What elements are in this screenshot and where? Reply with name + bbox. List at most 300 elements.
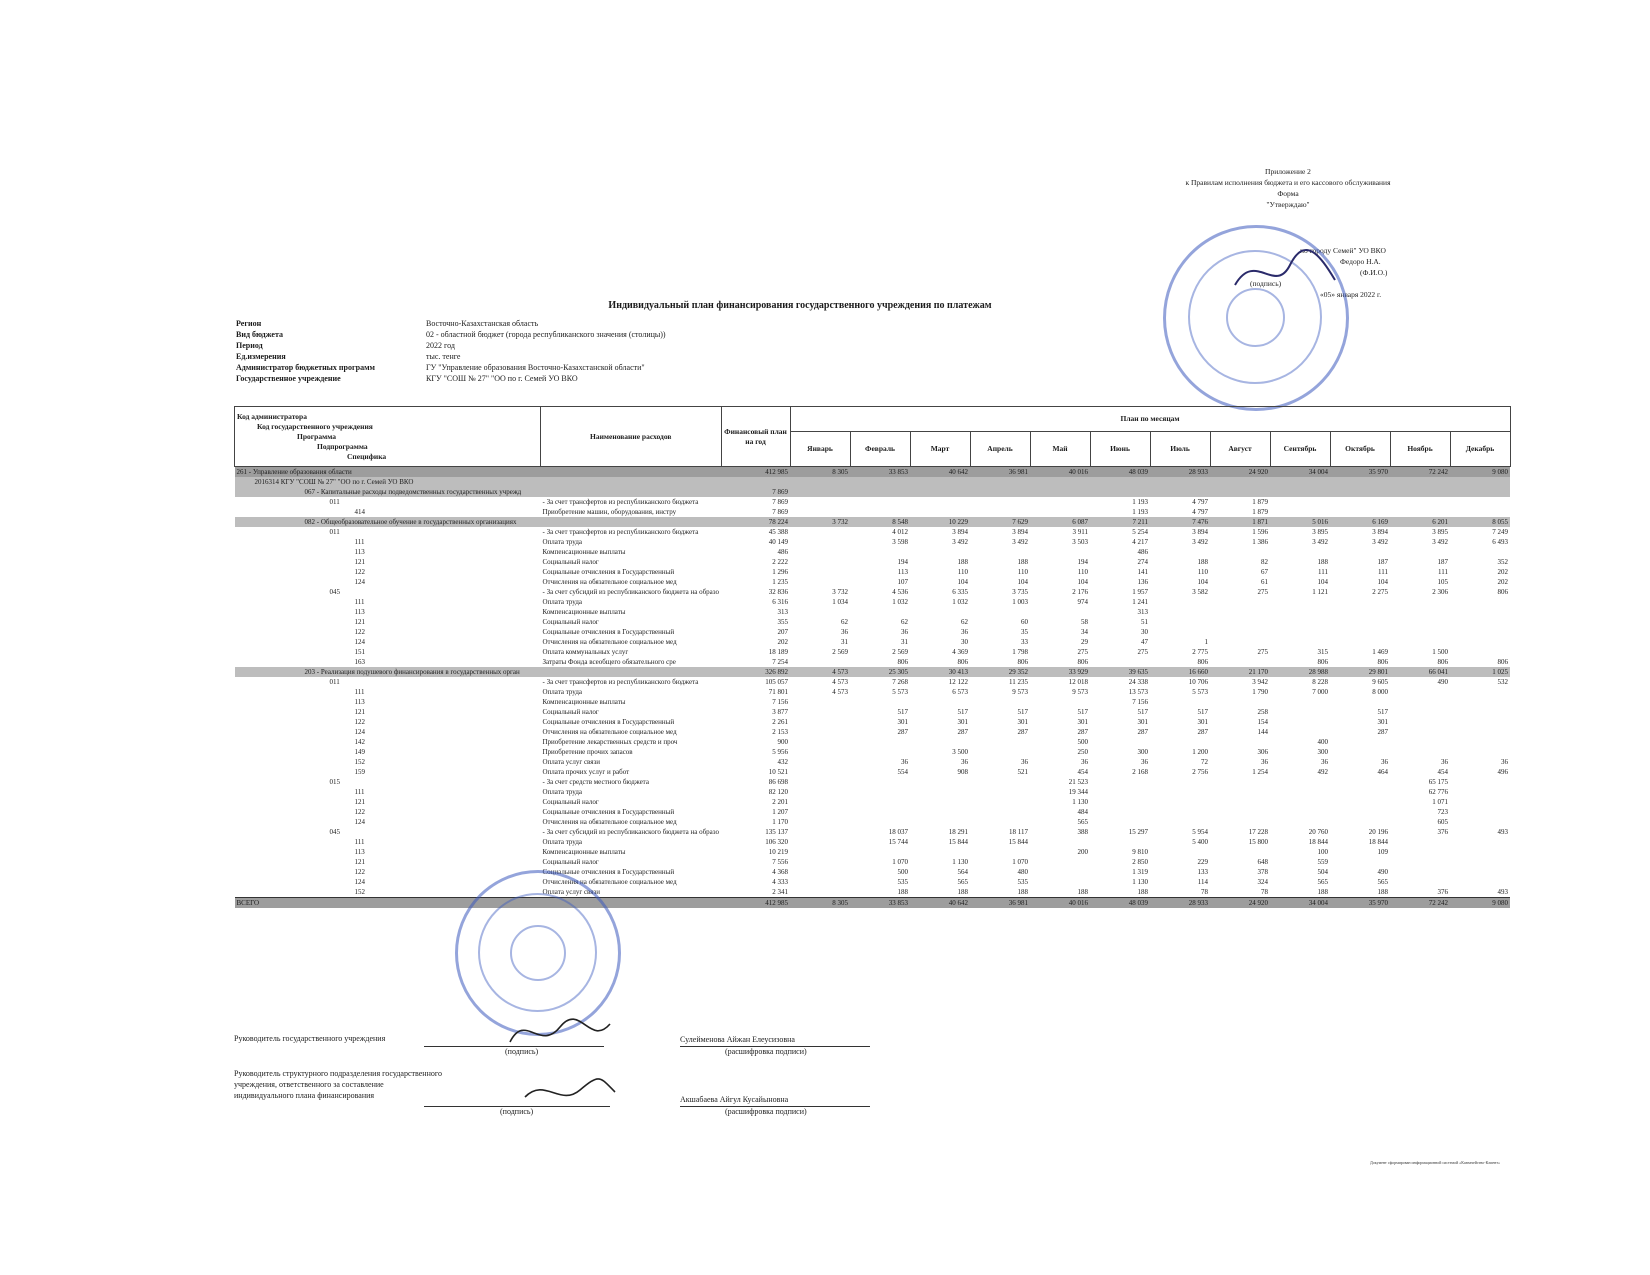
row-month-value: 250	[1077, 748, 1089, 756]
row-month-value: 301	[897, 718, 909, 726]
codes-header-line: Подпрограмма	[317, 441, 368, 451]
row-month-value	[850, 737, 910, 747]
row-month-value: 480	[1017, 868, 1029, 876]
row-month-value	[850, 807, 910, 817]
row-month-value	[1210, 547, 1270, 557]
row-month-value: 5 573	[892, 688, 909, 696]
row-month-value	[1030, 857, 1090, 867]
row-month-value: 17 228	[1248, 828, 1269, 836]
row-code: 124	[354, 578, 365, 586]
row-code: 151	[354, 648, 365, 656]
financing-plan-table	[234, 406, 1511, 908]
row-month-value	[790, 777, 850, 787]
row-month-value	[1150, 817, 1210, 827]
row-month-value	[1390, 727, 1450, 737]
row-month-value: 504	[1317, 868, 1329, 876]
row-month-value	[970, 797, 1030, 807]
row-month-value: 34	[1081, 628, 1089, 636]
document-title: Индивидуальный план финансирования государственного учреждения по платежам	[608, 300, 992, 311]
codes-header-line: Код государственного учреждения	[257, 421, 373, 431]
row-month-value: 36 981	[970, 467, 1030, 478]
table-row	[235, 567, 1511, 577]
row-month-value: 464	[1377, 768, 1389, 776]
row-month-value: 723	[1437, 808, 1449, 816]
row-month-value: 2 168	[1132, 768, 1149, 776]
row-month-value: 60	[1021, 618, 1029, 626]
row-month-value: 40 642	[910, 467, 970, 478]
row-month-value: 31	[901, 638, 909, 646]
row-month-value	[1090, 737, 1150, 747]
row-name: Оплата труда	[542, 598, 583, 606]
row-month-value: 105	[1437, 578, 1449, 586]
codes-header	[235, 407, 541, 467]
row-name: Социальные отчисления в Государственный	[542, 628, 675, 636]
meta-value: Восточно-Казахстанская область	[426, 319, 539, 328]
row-month-value	[1090, 807, 1150, 817]
row-month-value: 12 122	[948, 678, 969, 686]
row-month-value: 806	[1197, 658, 1209, 666]
row-month-value	[1030, 697, 1090, 707]
row-month-value	[850, 817, 910, 827]
row-month-value	[1450, 507, 1510, 517]
row-month-value: 48 039	[1090, 898, 1150, 909]
row-code: 142	[354, 738, 365, 746]
row-month-value	[1270, 697, 1330, 707]
row-month-value	[790, 877, 850, 887]
row-name: - За счет трансфертов из республиканского бюджета	[542, 678, 699, 686]
row-total: 40 149	[768, 538, 789, 546]
meta-value: ГУ "Управление образования Восточно-Казахстанской области"	[426, 363, 645, 372]
row-month-value	[790, 527, 850, 537]
month-header: Январь	[790, 432, 850, 467]
row-month-value: 493	[1497, 888, 1509, 896]
row-name: Отчисления на обязательное социальное мед	[542, 878, 677, 886]
table-row	[235, 687, 1511, 697]
row-name: Приобретение прочих запасов	[542, 748, 633, 756]
row-month-value: 1 121	[1312, 588, 1329, 596]
row-month-value	[1330, 737, 1390, 747]
row-total: 106 320	[765, 838, 789, 846]
row-month-value: 4 797	[1192, 498, 1209, 506]
row-total: 1 296	[772, 568, 789, 576]
total-header: Финансовый план на год	[721, 407, 790, 467]
row-month-value: 35	[1021, 628, 1029, 636]
row-month-value: 565	[1377, 878, 1389, 886]
row-month-value: 565	[1077, 818, 1089, 826]
row-month-value	[1450, 717, 1510, 727]
row-month-value	[1450, 607, 1510, 617]
row-month-value	[1210, 657, 1270, 667]
row-month-value: 229	[1197, 858, 1209, 866]
row-month-value: 104	[1377, 578, 1389, 586]
table-row	[235, 697, 1511, 707]
row-month-value	[790, 737, 850, 747]
row-month-value: 104	[1017, 578, 1029, 586]
row-month-value: 3 942	[1252, 678, 1269, 686]
row-month-value	[1270, 507, 1330, 517]
row-month-value	[790, 757, 850, 767]
row-month-value	[1450, 817, 1510, 827]
row-month-value: 110	[1077, 568, 1089, 576]
row-month-value	[790, 577, 850, 587]
row-month-value: 517	[897, 708, 909, 716]
row-code: 113	[354, 698, 365, 706]
row-month-value	[1330, 497, 1390, 507]
row-month-value: 4 797	[1192, 508, 1209, 516]
row-month-value	[970, 777, 1030, 787]
row-month-value	[1390, 837, 1450, 847]
row-month-value: 490	[1377, 868, 1389, 876]
row-month-value: 30	[1141, 628, 1149, 636]
table-row	[235, 497, 1511, 507]
row-month-value: 62	[841, 618, 849, 626]
row-month-value: 1 003	[1012, 598, 1029, 606]
row-total: 4 368	[772, 868, 789, 876]
row-month-value: 1 193	[1132, 498, 1149, 506]
row-month-value: 3 895	[1312, 528, 1329, 536]
row-name: Оплата труда	[542, 838, 583, 846]
table-row	[235, 877, 1511, 887]
row-month-value	[850, 787, 910, 797]
row-month-value: 65 175	[1428, 778, 1449, 786]
row-month-value: 19 344	[1068, 788, 1089, 796]
row-month-value: 10 229	[910, 517, 970, 527]
row-month-value	[1150, 487, 1210, 497]
row-code: 111	[354, 688, 365, 696]
row-month-value	[1210, 617, 1270, 627]
row-month-value	[1030, 507, 1090, 517]
table-row	[235, 847, 1511, 857]
row-month-value: 301	[1017, 718, 1029, 726]
row-month-value: 3 492	[1192, 538, 1209, 546]
codes-header-line: Специфика	[347, 451, 387, 461]
row-month-value: 110	[957, 568, 969, 576]
row-month-value: 194	[1077, 558, 1089, 566]
codes-header-line: Код администратора	[237, 411, 307, 421]
row-month-value	[790, 707, 850, 717]
row-month-value: 104	[1317, 578, 1329, 586]
row-month-value	[1090, 817, 1150, 827]
table-row	[235, 757, 1511, 767]
row-month-value	[1210, 637, 1270, 647]
row-month-value: 109	[1377, 848, 1389, 856]
row-month-value: 486	[1137, 548, 1149, 556]
row-month-value	[910, 807, 970, 817]
row-code: 261 - Управление образования области	[235, 467, 541, 478]
row-code: 082 - Общеобразовательное обучение в государственных организациях	[235, 517, 722, 527]
row-month-value: 4 573	[832, 678, 849, 686]
row-name: Компенсационные выплаты	[542, 698, 626, 706]
table-row	[235, 817, 1511, 827]
table-row	[235, 477, 1511, 487]
row-month-value: 36	[1441, 758, 1449, 766]
row-month-value	[1390, 707, 1450, 717]
meta-value: тыс. тенге	[426, 352, 461, 361]
row-month-value	[1330, 627, 1390, 637]
row-month-value: 29	[1081, 638, 1089, 646]
plan-body	[235, 467, 1511, 909]
row-month-value: 1 032	[892, 598, 909, 606]
row-month-value	[790, 827, 850, 837]
row-month-value	[1390, 747, 1450, 757]
row-month-value	[850, 777, 910, 787]
codes-header-line: Программа	[297, 431, 336, 441]
row-month-value: 648	[1257, 858, 1269, 866]
row-name: Оплата труда	[542, 688, 583, 696]
row-month-value	[1150, 807, 1210, 817]
table-row	[235, 827, 1511, 837]
row-month-value	[1450, 487, 1510, 497]
row-month-value	[790, 567, 850, 577]
row-name: Затраты Фонда всеобщего обязательного сре	[542, 658, 676, 666]
row-total: 1 170	[772, 818, 789, 826]
row-name: Оплата труда	[542, 538, 583, 546]
row-month-value: 8 305	[790, 898, 850, 909]
row-month-value	[1450, 687, 1510, 697]
row-month-value	[1090, 487, 1150, 497]
row-month-value: 1 071	[1432, 798, 1449, 806]
table-row	[235, 837, 1511, 847]
row-month-value: 287	[1137, 728, 1149, 736]
row-month-value	[1150, 787, 1210, 797]
row-month-value: 9 605	[1372, 678, 1389, 686]
meta-label: Администратор бюджетных программ	[236, 363, 375, 372]
row-month-value: 7 268	[892, 678, 909, 686]
meta-label: Вид бюджета	[236, 330, 283, 339]
row-month-value: 9 810	[1132, 848, 1149, 856]
row-name	[541, 467, 722, 478]
row-month-value: 8 000	[1372, 688, 1389, 696]
row-month-value	[1270, 797, 1330, 807]
row-month-value: 100	[1317, 848, 1329, 856]
row-month-value: 194	[897, 558, 909, 566]
row-month-value	[1450, 877, 1510, 887]
row-month-value: 5 573	[1192, 688, 1209, 696]
row-month-value	[1150, 477, 1210, 487]
row-month-value: 9 080	[1450, 467, 1510, 478]
row-month-value	[1390, 877, 1450, 887]
row-month-value	[1450, 847, 1510, 857]
row-month-value: 2 850	[1132, 858, 1149, 866]
row-code: 111	[354, 838, 365, 846]
row-code: 045	[329, 588, 340, 596]
row-name: - За счет средств местного бюджета	[542, 778, 649, 786]
row-month-value: 454	[1077, 768, 1089, 776]
row-month-value	[790, 497, 850, 507]
row-name: Отчисления на обязательное социальное мед	[542, 728, 677, 736]
head-name: Сулейменова Айжан Елеусизовна	[680, 1035, 795, 1044]
row-month-value	[970, 507, 1030, 517]
row-code: 122	[354, 868, 365, 876]
row-month-value	[850, 847, 910, 857]
row-month-value: 1 193	[1132, 508, 1149, 516]
row-total: 7 156	[772, 698, 789, 706]
row-month-value: 7 476	[1150, 517, 1210, 527]
table-row	[235, 617, 1511, 627]
row-month-value: 35 970	[1330, 898, 1390, 909]
row-month-value: 324	[1257, 878, 1269, 886]
row-month-value	[790, 507, 850, 517]
row-month-value: 141	[1137, 568, 1149, 576]
row-month-value	[1030, 477, 1090, 487]
row-month-value	[1390, 497, 1450, 507]
month-header: Август	[1210, 432, 1270, 467]
row-month-value: 2 569	[892, 648, 909, 656]
row-month-value	[1270, 637, 1330, 647]
row-month-value: 532	[1497, 678, 1509, 686]
unit-label-line: учреждения, ответственного за составление	[234, 1080, 384, 1089]
row-code: 113	[354, 608, 365, 616]
head-label: Руководитель государственного учреждения	[234, 1034, 386, 1043]
row-month-value: 104	[1197, 578, 1209, 586]
row-month-value: 188	[957, 558, 969, 566]
row-month-value	[910, 487, 970, 497]
row-month-value: 36	[1321, 758, 1329, 766]
row-month-value	[1270, 547, 1330, 557]
approval-line-3: Форма	[1277, 189, 1299, 198]
row-month-value	[1270, 597, 1330, 607]
row-code: 121	[354, 618, 365, 626]
row-month-value: 3 911	[1072, 528, 1089, 536]
meta-row	[236, 329, 1026, 340]
row-month-value: 7 211	[1090, 517, 1150, 527]
row-month-value	[1450, 737, 1510, 747]
row-month-value	[1030, 487, 1090, 497]
row-month-value	[1150, 847, 1210, 857]
row-month-value: 1 469	[1372, 648, 1389, 656]
row-month-value: 33 929	[1030, 667, 1090, 677]
unit-name: Акшабаева Айгул Кусайыновна	[680, 1095, 789, 1104]
table-row	[235, 777, 1511, 787]
row-month-value	[790, 767, 850, 777]
row-month-value	[1210, 797, 1270, 807]
row-month-value	[1150, 617, 1210, 627]
table-row	[235, 857, 1511, 867]
row-month-value	[790, 837, 850, 847]
row-month-value: 1 871	[1210, 517, 1270, 527]
approval-line-2: к Правилам исполнения бюджета и его кассового обслуживания	[1185, 178, 1391, 187]
footer-note: Документ сформирован информационной системой «Казначейство-Клиент»	[1370, 1160, 1501, 1165]
row-month-value: 72 242	[1390, 467, 1450, 478]
row-month-value	[1390, 847, 1450, 857]
row-month-value	[970, 697, 1030, 707]
row-month-value: 2 275	[1372, 588, 1389, 596]
meta-row	[236, 351, 1026, 362]
table-row	[235, 767, 1511, 777]
row-month-value	[790, 807, 850, 817]
row-month-value: 517	[1077, 708, 1089, 716]
row-month-value: 275	[1257, 648, 1269, 656]
row-month-value	[1270, 627, 1330, 637]
row-total: 7 254	[772, 658, 789, 666]
row-month-value	[1030, 877, 1090, 887]
approval-sign-2: Федоро Н.А.	[1340, 257, 1381, 266]
row-total: 10 521	[768, 768, 789, 776]
row-month-value: 6 493	[1492, 538, 1509, 546]
row-total: 1 235	[772, 578, 789, 586]
row-month-value: 18 037	[888, 828, 909, 836]
row-name: Отчисления на обязательное социальное мед	[542, 578, 677, 586]
table-row	[235, 737, 1511, 747]
row-name: Социальные отчисления в Государственный	[542, 718, 675, 726]
row-total: 135 137	[765, 828, 789, 836]
unit-sign-caption: (подпись)	[500, 1107, 534, 1116]
row-month-value: 3 894	[1372, 528, 1389, 536]
row-name: Социальные отчисления в Государственный	[542, 568, 675, 576]
unit-label	[234, 1068, 442, 1101]
row-month-value: 287	[1377, 728, 1389, 736]
row-month-value	[1390, 487, 1450, 497]
table-row	[235, 887, 1511, 898]
row-name: - За счет субсидий из республиканского бюджета на образо	[542, 828, 720, 836]
row-month-value: 18 291	[948, 828, 969, 836]
row-code: 113	[354, 848, 365, 856]
row-month-value: 306	[1257, 748, 1269, 756]
row-month-value	[1450, 647, 1510, 657]
row-month-value: 25 305	[850, 667, 910, 677]
row-code: 149	[354, 748, 365, 756]
row-month-value: 111	[1438, 568, 1449, 576]
row-month-value: 6 169	[1330, 517, 1390, 527]
row-name: - За счет трансфертов из республиканского бюджета	[542, 498, 699, 506]
row-month-value: 188	[1377, 888, 1389, 896]
row-month-value	[1330, 797, 1390, 807]
table-row	[235, 547, 1511, 557]
row-month-value	[1270, 807, 1330, 817]
row-month-value: 29 352	[970, 667, 1030, 677]
row-total: 412 985	[721, 898, 790, 909]
row-month-value: 1 254	[1252, 768, 1269, 776]
meta-row	[236, 318, 1026, 329]
row-month-value	[1150, 627, 1210, 637]
meta-value: 02 - областной бюджет (города республиканского значения (столицы))	[426, 330, 666, 339]
row-code: 124	[354, 818, 365, 826]
row-total: 82 120	[768, 788, 789, 796]
row-code: 121	[354, 798, 365, 806]
row-month-value: 28 988	[1270, 667, 1330, 677]
meta-label: Ед.измерения	[236, 352, 286, 361]
row-month-value: 3 582	[1192, 588, 1209, 596]
row-month-value: 144	[1257, 728, 1269, 736]
table-row	[235, 627, 1511, 637]
row-month-value: 10 706	[1188, 678, 1209, 686]
row-month-value: 1 241	[1132, 598, 1149, 606]
row-month-value: 301	[1197, 718, 1209, 726]
row-month-value: 21 523	[1068, 778, 1089, 786]
row-month-value	[1390, 607, 1450, 617]
row-month-value: 9 573	[1012, 688, 1029, 696]
row-month-value	[790, 797, 850, 807]
row-month-value: 974	[1077, 598, 1089, 606]
month-header: Май	[1030, 432, 1090, 467]
table-row	[235, 677, 1511, 687]
row-month-value: 36	[1261, 758, 1269, 766]
row-month-value: 61	[1261, 578, 1269, 586]
row-month-value: 352	[1497, 558, 1509, 566]
row-month-value: 107	[897, 578, 909, 586]
row-name: Оплата услуг связи	[542, 758, 600, 766]
row-month-value: 3 598	[892, 538, 909, 546]
row-name: Компенсационные выплаты	[542, 848, 626, 856]
row-month-value: 496	[1497, 768, 1509, 776]
row-total: 71 801	[768, 688, 789, 696]
row-month-value: 30 413	[910, 667, 970, 677]
row-code: 121	[354, 708, 365, 716]
row-month-value: 500	[897, 868, 909, 876]
row-month-value: 15 844	[948, 838, 969, 846]
row-month-value: 82	[1261, 558, 1269, 566]
approval-line-4: "Утверждаю"	[1266, 200, 1310, 209]
